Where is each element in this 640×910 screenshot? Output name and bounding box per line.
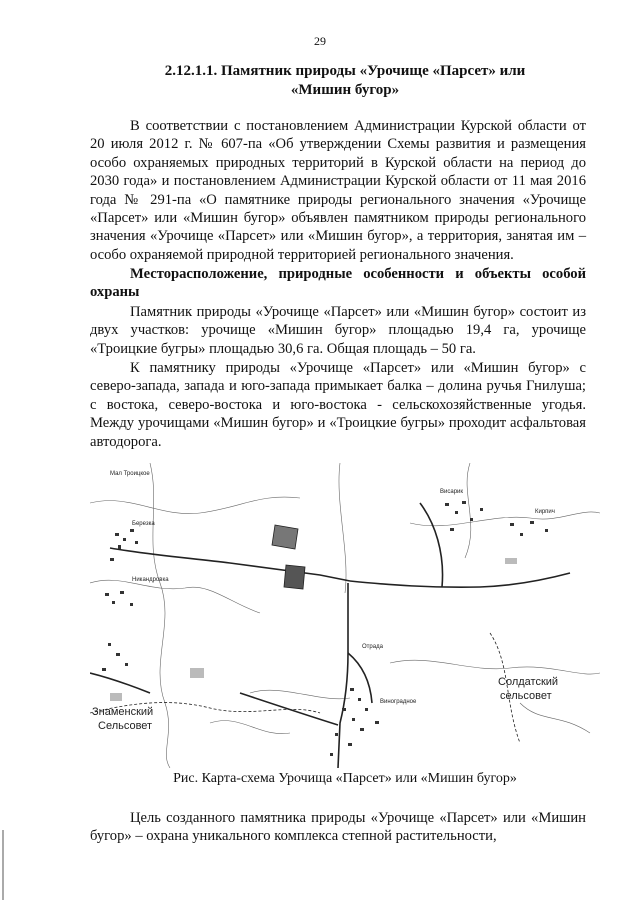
map-label-village-2: Никандровка: [132, 577, 169, 583]
paragraph-decree: В соответствии с постановлением Администрации Курской области от 20 июля 2012 г. № 607-па «Об утверждении Схемы развития и размещения особо охраняемых природных территорий в Курской области на период до 2030 года» и постановлением Администрации Курской области от 11 мая 2016 года № 291-па «О памятнике природы регионального значения «Урочище «Парсет» или «Мишин бугор» объявлен памятником природы регионального значения «Урочище «Парсет» или «Мишин бугор», а территория, занятая им – особо охраняемой природной территорией регионального значения.: [90, 118, 586, 263]
paragraph-purpose: Цель созданного памятника природы «Урочище «Парсет» или «Мишин бугор» – охрана уникального комплекса степной растительности,: [90, 810, 586, 845]
protected-area-troitskie-bugry: [284, 565, 305, 589]
map-label-council-left-1: Знаменский: [92, 706, 154, 718]
map-label-village-top-right-2: Кирпич: [535, 509, 555, 515]
section-title-line-2: «Мишин бугор»: [290, 82, 400, 98]
section-title-line-1: 2.12.1.1. Памятник природы «Урочище «Парсет» или: [164, 63, 526, 79]
subsection-heading: Месторасположение, природные особенности и объекты особой охраны: [90, 266, 586, 301]
map-label-council-right-1: Солдатский: [498, 676, 559, 688]
map-label-council-left-2: Сельсовет: [98, 720, 153, 732]
section-title: [110, 62, 580, 100]
paragraph-areas: Памятник природы «Урочище «Парсет» или «Мишин бугор» состоит из двух участков: урочище «Мишин бугор» площадью 19,4 га, урочище «Троицкие бугры» площадью 30,6 га. Общая площадь – 50 га.: [90, 304, 586, 357]
map-scheme: [90, 463, 600, 768]
map-label-village-4: Виноградное: [380, 699, 417, 705]
map-label-village-top-right: Висарик: [440, 489, 464, 495]
paragraph-surroundings: К памятнику природы «Урочище «Парсет» или «Мишин бугор» с северо-запада, запада и юго-запада примыкает балка – долина ручья Гнилуша; с востока, северо-востока и юго-востока - сельскохозяйственные угодья. Между урочищами «Мишин бугор» и «Троицкие бугры» проходит асфальтовая автодорога.: [90, 360, 586, 450]
map-label-top-left: Мал Троицкое: [110, 471, 150, 477]
figure-caption: Рис. Карта-схема Урочища «Парсет» или «Мишин бугор»: [173, 771, 517, 786]
map-label-village-1: Березка: [132, 521, 155, 527]
scan-edge-mark: [2, 830, 4, 900]
map-label-council-right-2: сельсовет: [500, 690, 552, 702]
protected-area-mishin-bugor: [272, 525, 298, 549]
page-number: 29: [314, 34, 326, 48]
map-label-village-3: Отрада: [362, 644, 383, 650]
